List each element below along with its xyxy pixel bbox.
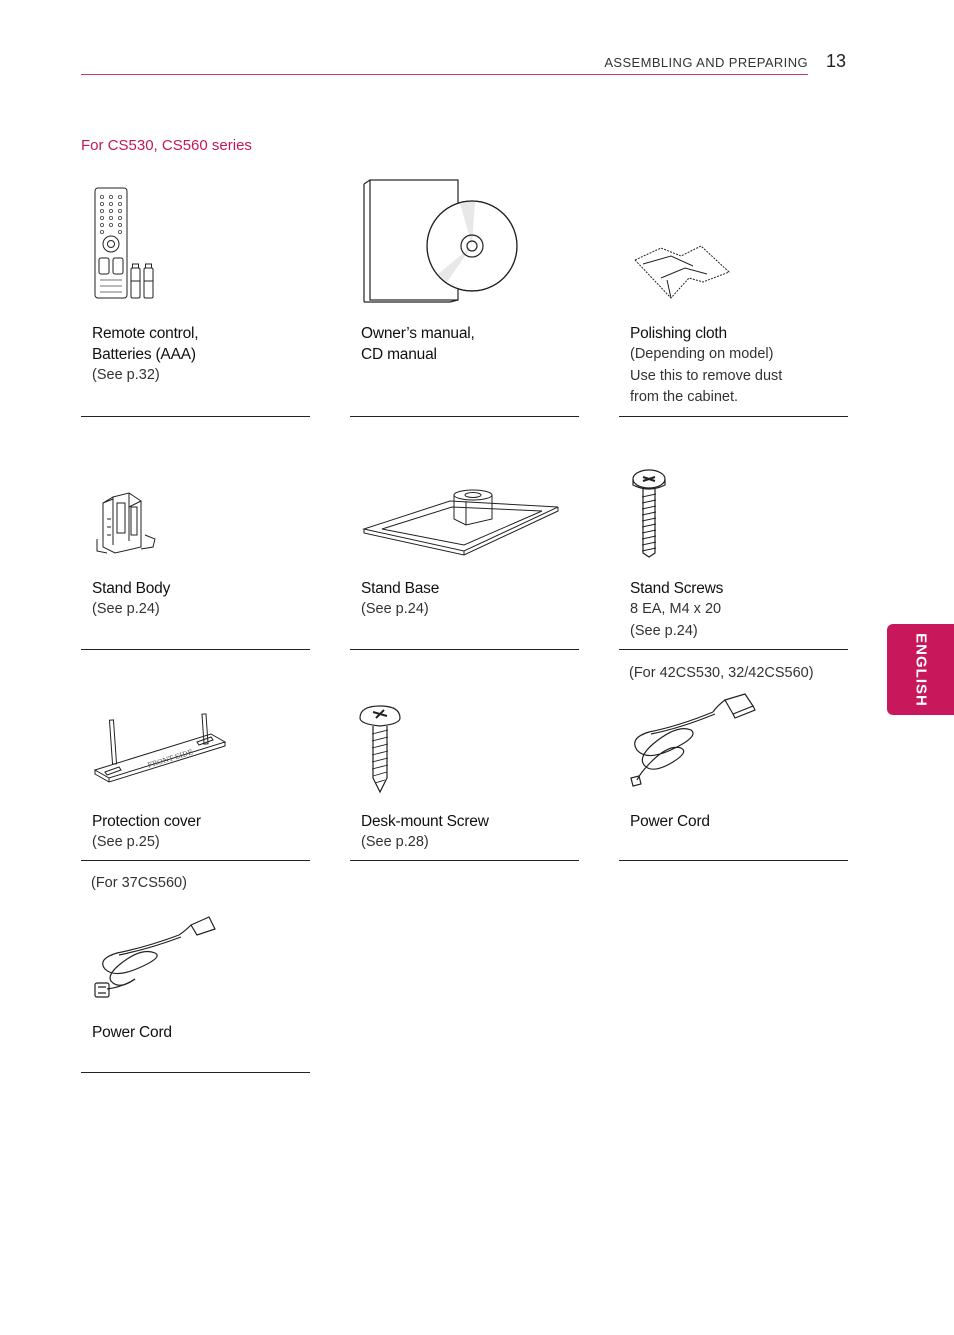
item-name: Desk-mount Screw	[361, 813, 489, 830]
language-tab	[887, 624, 954, 715]
power-cord-icon	[93, 913, 217, 1003]
series-title: For CS530, CS560 series	[81, 137, 252, 154]
item-description: (Depending on model)	[630, 346, 774, 362]
item-power-cord-42	[619, 650, 848, 861]
item-description: (See p.24)	[92, 601, 160, 617]
page-number: 13	[826, 51, 847, 71]
item-description: from the cabinet.	[630, 389, 738, 405]
protection-cover-icon	[93, 712, 229, 784]
item-description: 8 EA, M4 x 20	[630, 601, 722, 617]
item-description: (See p.24)	[630, 622, 698, 639]
screw-icon	[358, 704, 402, 794]
item-remote-control	[81, 176, 310, 417]
item-name: Stand Base	[361, 580, 440, 597]
section-label: ASSEMBLING AND PREPARING	[604, 55, 808, 70]
item-description: (See p.24)	[361, 601, 429, 617]
item-name: CD manual	[361, 346, 437, 363]
item-desk-mount-screw	[350, 650, 579, 861]
cloth-icon	[631, 238, 731, 302]
model-note: (For 42CS530, 32/42CS560)	[629, 665, 814, 681]
stand-body-icon	[93, 489, 159, 555]
item-name: Stand Screws	[630, 580, 724, 597]
item-description: (See p.25)	[92, 834, 160, 850]
manual-cd-icon	[362, 178, 522, 304]
item-stand-base	[350, 417, 579, 650]
item-polishing-cloth	[619, 176, 848, 417]
item-name: Protection cover	[92, 813, 201, 830]
item-owners-manual	[350, 176, 579, 417]
item-name: Batteries (AAA)	[92, 346, 196, 363]
language-tab-label: ENGLISH	[912, 632, 929, 707]
screw-icon	[631, 469, 667, 559]
svg-text:FRONT SIDE: FRONT SIDE	[146, 748, 195, 770]
item-stand-body	[81, 417, 310, 650]
item-power-cord-37	[81, 861, 310, 1073]
item-name: Polishing cloth	[630, 325, 727, 342]
item-description: (See p.32)	[92, 367, 160, 383]
item-stand-screws	[619, 417, 848, 650]
model-note: (For 37CS560)	[91, 875, 187, 891]
stand-base-icon	[362, 487, 562, 557]
item-name: Remote control,	[92, 325, 199, 342]
power-cord-icon	[629, 692, 759, 792]
item-description: (See p.28)	[361, 834, 429, 850]
item-name: Owner’s manual,	[361, 325, 475, 342]
item-protection-cover	[81, 650, 310, 861]
item-name: Stand Body	[92, 580, 171, 597]
item-description: Use this to remove dust	[630, 367, 783, 384]
item-name: Power Cord	[630, 813, 710, 830]
item-name: Power Cord	[92, 1024, 172, 1041]
header-rule	[81, 74, 808, 75]
remote-control-icon	[93, 186, 159, 300]
